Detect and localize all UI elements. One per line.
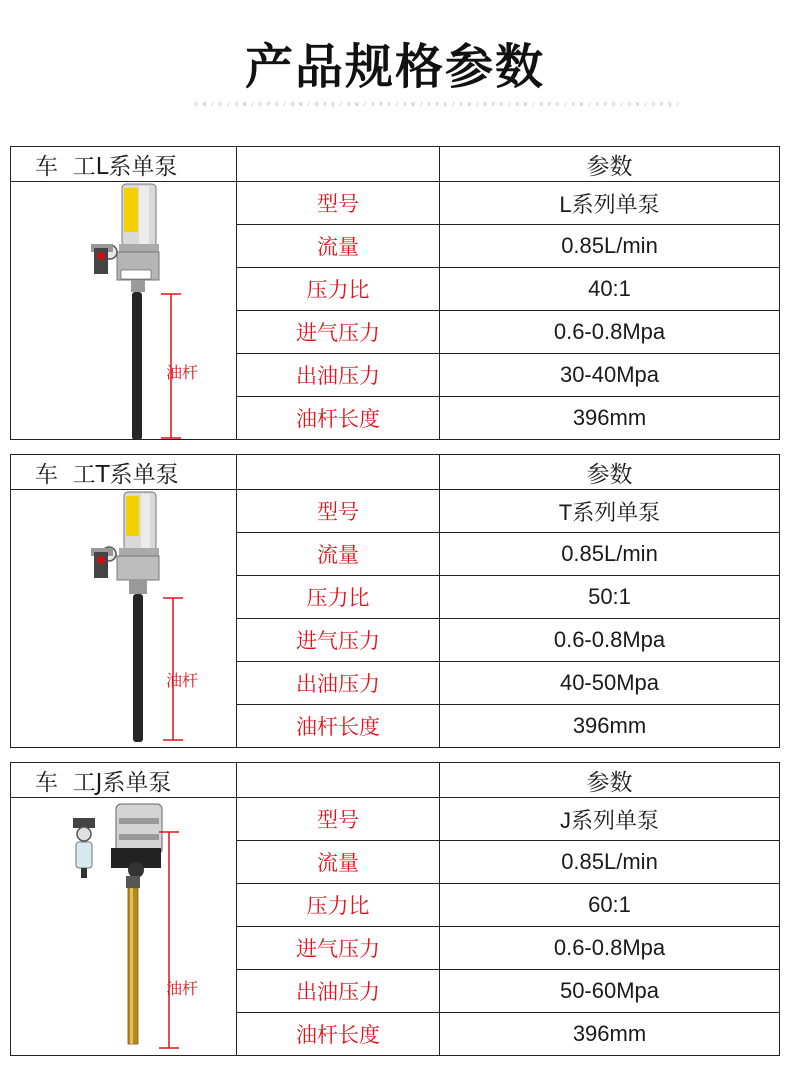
spec-table-l bbox=[10, 146, 780, 440]
table-row bbox=[11, 798, 780, 841]
product-name: 车 工L系单泵 bbox=[11, 147, 237, 182]
spec-table-t bbox=[10, 454, 780, 748]
param-value-rod-length: 396mm bbox=[440, 397, 780, 440]
product-image-cell bbox=[11, 182, 237, 440]
param-value-flow: 0.85L/min bbox=[440, 225, 780, 268]
param-label-oil-pressure: 出油压力 bbox=[237, 662, 440, 705]
pump-illustration-l bbox=[91, 184, 181, 440]
param-label-air-pressure: 进气压力 bbox=[237, 927, 440, 970]
param-value-air-pressure: 0.6-0.8Mpa bbox=[440, 311, 780, 354]
page-title: 产品规格参数 bbox=[244, 39, 545, 95]
param-label-ratio: 压力比 bbox=[237, 884, 440, 927]
rod-label: 油杆 bbox=[166, 363, 199, 382]
pump-illustration-t bbox=[91, 492, 183, 742]
param-label-ratio: 压力比 bbox=[237, 268, 440, 311]
header-blank-cell bbox=[237, 455, 440, 490]
param-label-air-pressure: 进气压力 bbox=[237, 311, 440, 354]
param-value-ratio: 50:1 bbox=[440, 576, 780, 619]
pump-image bbox=[11, 182, 235, 444]
param-value-model: L系列单泵 bbox=[440, 182, 780, 225]
spec-table-j bbox=[10, 762, 780, 1056]
product-name: 车 工J系单泵 bbox=[11, 763, 237, 798]
param-value-model: T系列单泵 bbox=[440, 490, 780, 533]
param-value-air-pressure: 0.6-0.8Mpa bbox=[440, 927, 780, 970]
param-label-rod-length: 油杆长度 bbox=[237, 1013, 440, 1056]
table-header-row bbox=[11, 763, 780, 798]
header-blank-cell bbox=[237, 147, 440, 182]
pump-image bbox=[11, 798, 235, 1060]
param-value-oil-pressure: 30-40Mpa bbox=[440, 354, 780, 397]
param-value-rod-length: 396mm bbox=[440, 705, 780, 748]
pump-image bbox=[11, 490, 235, 752]
product-image-cell bbox=[11, 490, 237, 748]
param-label-ratio: 压力比 bbox=[237, 576, 440, 619]
table-row bbox=[11, 490, 780, 533]
param-value-air-pressure: 0.6-0.8Mpa bbox=[440, 619, 780, 662]
product-name: 车 工T系单泵 bbox=[11, 455, 237, 490]
param-label-flow: 流量 bbox=[237, 225, 440, 268]
param-label-flow: 流量 bbox=[237, 533, 440, 576]
param-label-rod-length: 油杆长度 bbox=[237, 705, 440, 748]
param-label-rod-length: 油杆长度 bbox=[237, 397, 440, 440]
title-decoration: D W / D / O W / D P O / D W / D P Q / O W / D P O / D W / D P Q / D W / D P O / D W / D P O / D W / D P O / D W / D P Q / bbox=[195, 102, 681, 108]
param-label-model: 型号 bbox=[237, 490, 440, 533]
table-header-row bbox=[11, 147, 780, 182]
column-title: 参数 bbox=[440, 763, 780, 798]
table-header-row bbox=[11, 455, 780, 490]
header-blank-cell bbox=[237, 763, 440, 798]
column-title: 参数 bbox=[440, 147, 780, 182]
param-value-flow: 0.85L/min bbox=[440, 841, 780, 884]
product-image-cell bbox=[11, 798, 237, 1056]
param-value-rod-length: 396mm bbox=[440, 1013, 780, 1056]
param-label-oil-pressure: 出油压力 bbox=[237, 354, 440, 397]
column-title: 参数 bbox=[440, 455, 780, 490]
param-value-flow: 0.85L/min bbox=[440, 533, 780, 576]
param-value-ratio: 60:1 bbox=[440, 884, 780, 927]
param-value-oil-pressure: 40-50Mpa bbox=[440, 662, 780, 705]
param-label-model: 型号 bbox=[237, 798, 440, 841]
param-value-ratio: 40:1 bbox=[440, 268, 780, 311]
param-label-oil-pressure: 出油压力 bbox=[237, 970, 440, 1013]
param-label-flow: 流量 bbox=[237, 841, 440, 884]
param-label-air-pressure: 进气压力 bbox=[237, 619, 440, 662]
param-value-model: J系列单泵 bbox=[440, 798, 780, 841]
param-value-oil-pressure: 50-60Mpa bbox=[440, 970, 780, 1013]
rod-label: 油杆 bbox=[166, 671, 199, 690]
table-row bbox=[11, 182, 780, 225]
pump-illustration-j bbox=[73, 804, 179, 1048]
rod-label: 油杆 bbox=[166, 979, 199, 998]
param-label-model: 型号 bbox=[237, 182, 440, 225]
